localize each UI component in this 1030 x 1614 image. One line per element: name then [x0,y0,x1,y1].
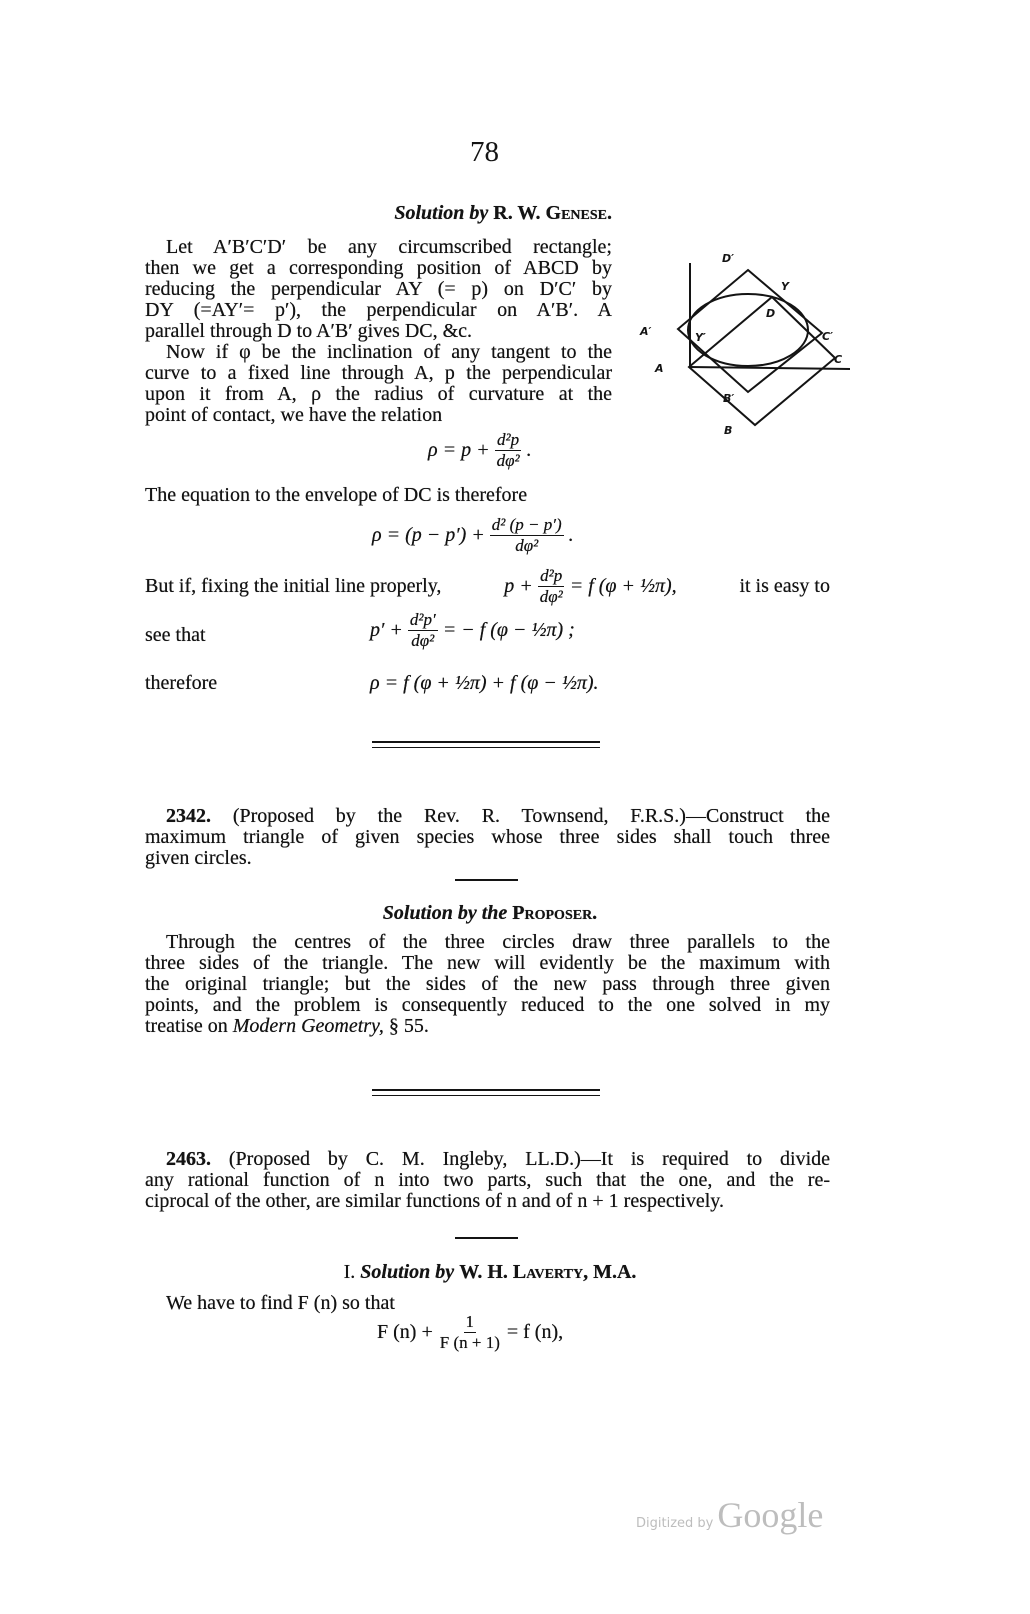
label-y: Y [781,280,789,293]
label-a: A [655,362,664,375]
horizontal-axis [689,367,850,369]
text: (Proposed by the Rev. R. Townsend, F.R.S.)—Construct the [232,805,831,827]
text: § 55. [388,1015,429,1037]
text-line [145,1015,429,1037]
solution-heading-proposer [290,902,690,924]
eq-lhs: F (n) + [377,1321,433,1343]
label-a-prime: A′ [640,325,652,338]
text-line: point of contact, we have the relation [145,404,443,426]
fraction [495,430,522,471]
label-c-prime: C′ [822,330,833,343]
label-b-prime: B′ [723,392,735,405]
text-line: the original triangle; but the sides of the new pass through three given [145,973,830,995]
solution-heading-genese [368,202,612,224]
eq-rhs: = − f (φ − ½π) ; [442,619,575,641]
equation-p-prime [370,610,575,651]
text-line: then we get a corresponding position of ABCD by [145,257,612,279]
text-line: points, and the problem is consequently reduced to the one solved in my [145,994,830,1016]
text-line: three sides of the triangle. The new will evidently be the maximum with [145,952,830,974]
eq-lhs: p′ + [370,619,403,641]
text-line: given circles. [145,847,252,869]
eq-lhs: ρ = (p − p′) + [372,524,485,546]
heading-prefix: Solution by [394,202,489,224]
equation-envelope [372,515,574,556]
eq-rhs: = f (φ + ½π), [569,575,677,597]
eq-tail: . [568,524,574,546]
text-line: reducing the perpendicular AY (= p) on D′C′ by [145,278,612,300]
text: treatise on [145,1015,228,1037]
problem-number: 2463. [166,1148,211,1170]
heading-prefix: Solution by the [382,902,508,924]
numerator: d²p [497,430,520,449]
text-line: upon it from A, ρ the radius of curvature at the [145,383,612,405]
label-d-prime: D′ [722,252,735,265]
eq-lhs: p + [504,575,533,597]
denominator: dφ² [496,451,520,470]
text-line: Let A′B′C′D′ be any circumscribed rectangle; [166,236,612,258]
text-line: ciprocal of the other, are similar functions of n and of n + 1 respectively. [145,1190,724,1212]
equation-result: ρ = f (φ + ½π) + f (φ − ½π). [370,672,599,694]
denominator: dφ² [539,587,563,606]
google-logo: Google [717,1495,824,1535]
label-c: C [834,353,843,366]
equation-f-n [377,1312,563,1353]
divider-double-bottom [372,1095,600,1096]
divider-short [455,879,518,881]
fraction [538,566,565,607]
heading-author: R. W. Genese. [493,202,612,224]
digitized-text: Digitized by [636,1516,714,1531]
intro-text: We have to find F (n) so that [166,1292,395,1314]
see-that-label: see that [145,624,206,646]
but-if-line [145,566,830,607]
text: (Proposed by C. M. Ingleby, LL.D.)—It is required to divide [228,1148,831,1170]
denominator: dφ² [515,536,539,555]
therefore-label: therefore [145,672,218,694]
numerator: d²p [540,566,563,585]
eq-tail: . [526,439,532,461]
divider-double-bottom [372,747,600,748]
numerator: d² (p − p′) [491,515,562,534]
divider-double-top [372,741,600,743]
fraction [438,1312,502,1353]
eq-lhs: ρ = p + [428,439,490,461]
page-number: 78 [470,136,499,168]
text-line: Now if φ be the inclination of any tangent to the [166,341,612,363]
rectangle-abcd [689,297,835,425]
heading-number: I. [343,1261,356,1283]
label-d: D [766,307,776,320]
divider-short [455,1237,518,1239]
numerator: 1 [465,1312,475,1331]
text-line [166,1148,830,1170]
solution-heading-laverty [290,1261,690,1283]
digitized-by-google-watermark [636,1494,823,1536]
text-line: Through the centres of the three circles draw three parallels to the [166,931,830,953]
heading-prefix: Solution by [360,1261,455,1283]
eq-rhs: = f (n), [506,1321,564,1343]
text-line: curve to a fixed line through A, p the perpendicular [145,362,612,384]
book-title: Modern Geometry, [232,1015,384,1037]
text-line: maximum triangle of given species whose three sides shall touch three [145,826,830,848]
fraction [490,515,564,556]
denominator: dφ² [411,631,435,650]
text-line: DY (=AY′= p′), the perpendicular on A′B′. A [145,299,612,321]
rectangle-ellipse-diagram [620,240,860,440]
text-line: parallel through D to A′B′ gives DC, &c. [145,320,473,342]
divider-double-top [372,1089,600,1091]
label-y-prime: Y′ [695,331,706,344]
numerator: d²p′ [409,610,436,629]
equation-curvature [428,430,532,471]
denominator: F (n + 1) [439,1333,500,1352]
envelope-text: The equation to the envelope of DC is therefore [145,484,528,506]
heading-author: Proposer. [512,902,598,924]
text-line: any rational function of n into two parts, such that the one, and the re- [145,1169,830,1191]
text: it is easy to [739,575,830,597]
problem-number: 2342. [166,805,211,827]
fraction [408,610,438,651]
label-b: B [724,424,733,437]
text: But if, fixing the initial line properly, [145,575,442,597]
heading-author: W. H. Laverty, M.A. [459,1261,637,1283]
text-line [166,805,830,827]
